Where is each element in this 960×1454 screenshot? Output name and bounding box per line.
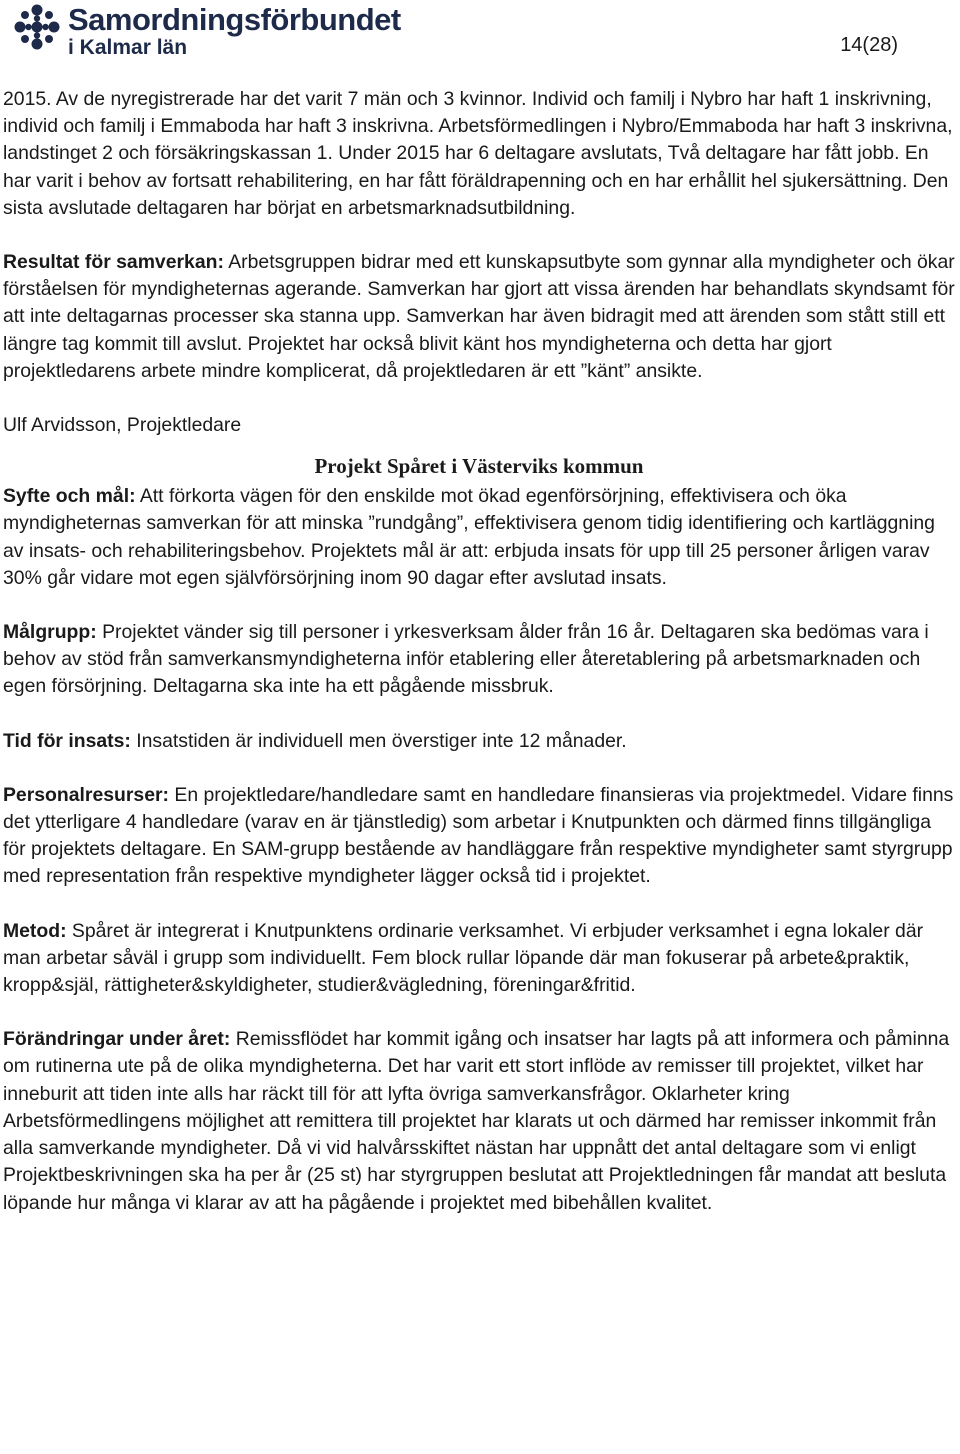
personal-heading: Personalresurser: [3,783,169,806]
logo-cross-icon [14,4,60,50]
malgrupp-paragraph [3,619,955,701]
syfte-heading: Syfte och mål: [3,485,136,508]
resultat-heading: Resultat för samverkan: [3,251,224,274]
logo-text [68,4,401,58]
forandringar-heading: Förändringar under året: [3,1028,231,1051]
syfte-text: Att förkorta vägen för den enskilde mot ökad egenförsörjning, effektivisera och öka myndigheternas samverkan för att minska ”rundgång”, effektivisera genom tidig identifiering och kartläggning av insats- och rehabiliteringsbehov. Projektets mål är att: erbjuda insats för upp till 25 personer årligen varav 30% går vidare mot egen självförsörjning inom 90 dagar efter avslutad insats. [3,485,935,589]
metod-paragraph [3,918,955,1000]
forandringar-paragraph [3,1026,955,1216]
resultat-text: Arbetsgruppen bidrar med ett kunskapsutbyte som gynnar alla myndigheter och ökar förståelsen för myndigheternas agerande. Samverkan har gjort att vissa ärenden har behandlats skyndsamt för att inte deltagarnas processer ska stanna upp. Samverkan har även bidragit med att ärenden som stått still ett längre tag kommit till avslut. Projektet har också blivit känt hos myndigheterna och detta har gjort projektledarens arbete mindre komplicerat, då projektledaren är ett ”känt” ansikte. [3,251,955,382]
malgrupp-text: Projektet vänder sig till personer i yrkesverksam ålder från 16 år. Deltagaren ska bedömas vara i behov av stöd från samverkansmyndigheterna inför etablering eller återetablering på arbetsmarknaden och egen försörjning. Deltagarna ska inte ha ett pågående missbruk. [3,621,929,698]
metod-heading: Metod: [3,919,67,942]
page-header [0,0,960,70]
malgrupp-heading: Målgrupp: [3,621,97,644]
document-body [3,86,955,1217]
personal-paragraph [3,782,955,891]
project-title: Projekt Spåret i Västerviks kommun [314,454,644,479]
metod-text: Spåret är integrerat i Knutpunktens ordinarie verksamhet. Vi erbjuder verksamhet i egna lokaler där man arbetar såväl i grupp som individuellt. Fem block rullar löpande där man fokuserar på arbete&praktik, kropp&själ, rättigheter&skyldigheter, studier&vägledning, föreningar&fritid. [3,919,924,997]
page-number: 14(28) [840,34,898,56]
tid-paragraph [3,728,955,755]
organization-logo [14,4,401,58]
syfte-paragraph [3,483,955,592]
logo-subtitle: i Kalmar län [68,36,188,59]
personal-text: En projektledare/handledare samt en handledare finansieras via projektmedel. Vidare finns det ytterligare 4 handledare (varav en är tjänstledig) som arbetar i Knutpunkten och därmed finns tillgängliga för projektets deltagare. En SAM-grupp bestående av handläggare från respektive myndigheter samt styrgrupp med representation från respektive myndigheter lägger också tid i projektet. [3,783,954,888]
intro-paragraph: 2015. Av de nyregistrerade har det varit 7 män och 3 kvinnor. Individ och familj i Nybro har haft 1 inskrivning, individ och familj i Emmaboda har haft 3 inskrivna. Arbetsförmedlingen i Nybro/Emmaboda har haft 3 inskrivna, landstinget 2 och försäkringskassan 1. Under 2015 har 6 deltagare avslutats, Två deltagare har fått jobb. En har varit i behov av fortsatt rehabilitering, en har fått föräldrapenning och en har erhållit hel sjukersättning. Den sista avslutade deltagaren har börjat en arbetsmarknadsutbildning. [3,88,953,219]
resultat-paragraph [3,249,955,385]
tid-heading: Tid för insats: [3,729,131,752]
logo-name: Samordningsförbundet [68,2,401,37]
signature: Ulf Arvidsson, Projektledare [3,414,242,437]
forandringar-text: Remissflödet har kommit igång och insatser har lagts på att informera och påminna om rutinerna ute på de olika myndigheterna. Det har varit ett stort inflöde av remisser till projektet, vilket har inneburit att tiden inte alls har räckt till för att lyfta övriga samverkansfrågor. Oklarheter kring Arbetsförmedlingens möjlighet att remittera till projektet har klarats ut och därmed har remisser inkommit från alla samverkande myndigheter. Då vi vid halvårsskiftet nästan har uppnått det antal deltagare som vi enligt Projektbeskrivningen ska ha per år (25 st) har styrgruppen beslutat att Projektledningen får mandat att besluta löpande hur många vi klarar av att ha pågående i projektet med bibehållen kvalitet. [3,1028,950,1214]
tid-text: Insatstiden är individuell men överstiger inte 12 månader. [130,729,627,752]
